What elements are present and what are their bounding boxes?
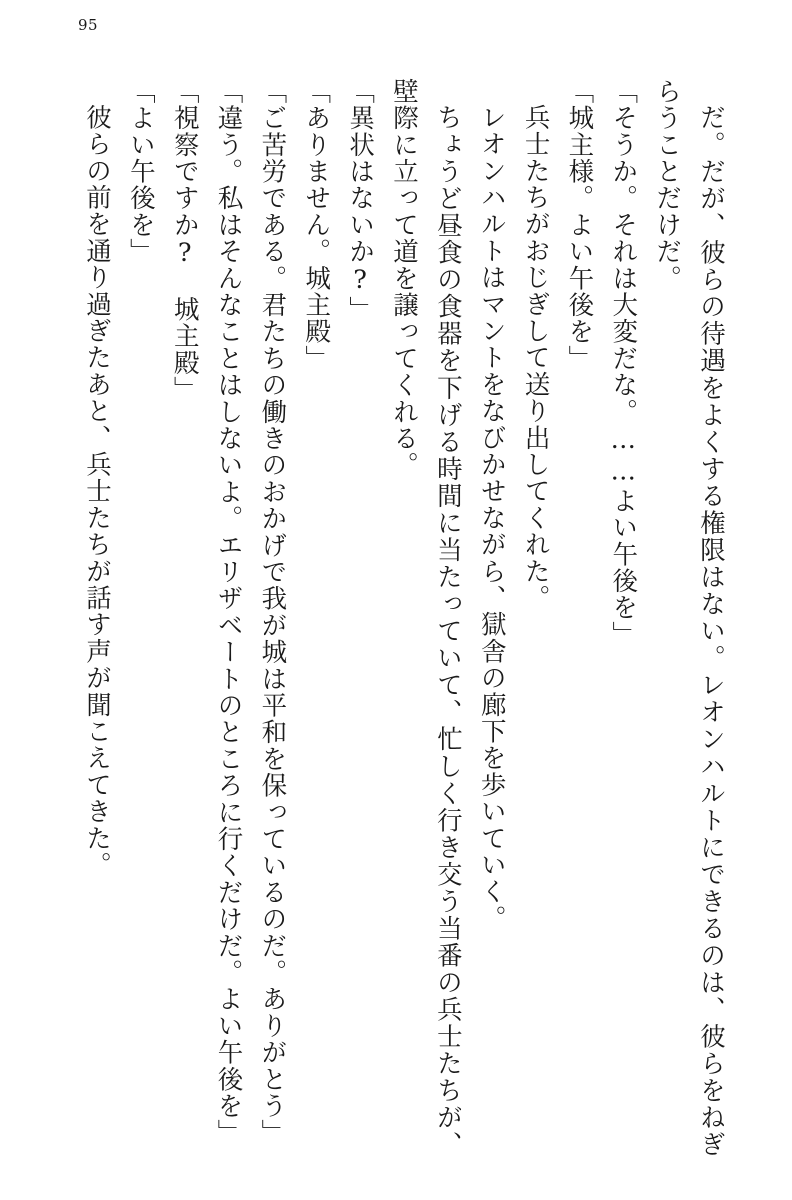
paragraph: レオンハルトはマントをなびかせながら、獄舎の廊下を歩いていく。 [476, 104, 507, 932]
paragraph: ちょうど昼食の食器を下げる時間に当たっていて、忙しく行き交う当番の兵士たちが、壁際に立って道を譲ってくれる。 [388, 78, 463, 1158]
paragraph: 「違う。私はそんなことはしないよ。エリザベートのところに行くだけだ。よい午後を」 [213, 78, 244, 1146]
paragraph: 「よい午後を」 [125, 78, 156, 265]
paragraph: 「城主様。よい午後を」 [564, 78, 595, 372]
paragraph: 兵士たちがおじぎして送り出してくれた。 [520, 104, 551, 612]
paragraph: 「ありません。城主殿」 [301, 78, 332, 372]
paragraph: だ。だが、彼らの待遇をよくする権限はない。レオンハルトにできるのは、彼らをねぎらうことだけだ。 [652, 78, 726, 1158]
page-body-text [60, 78, 732, 1158]
page-number: 95 [78, 16, 99, 34]
paragraph: 「異状はないか?」 [345, 78, 376, 323]
paragraph: 「ご苦労である。君たちの働きのおかげで我が城は平和を保っているのだ。ありがとう」 [257, 78, 288, 1146]
paragraph: 「そうか。それは大変だな。……よい午後を」 [608, 78, 639, 648]
paragraph: 「視察ですか? 城主殿」 [169, 78, 200, 403]
paragraph: 彼らの前を通り過ぎたあと、兵士たちが話す声が聞こえてきた。 [81, 104, 112, 879]
